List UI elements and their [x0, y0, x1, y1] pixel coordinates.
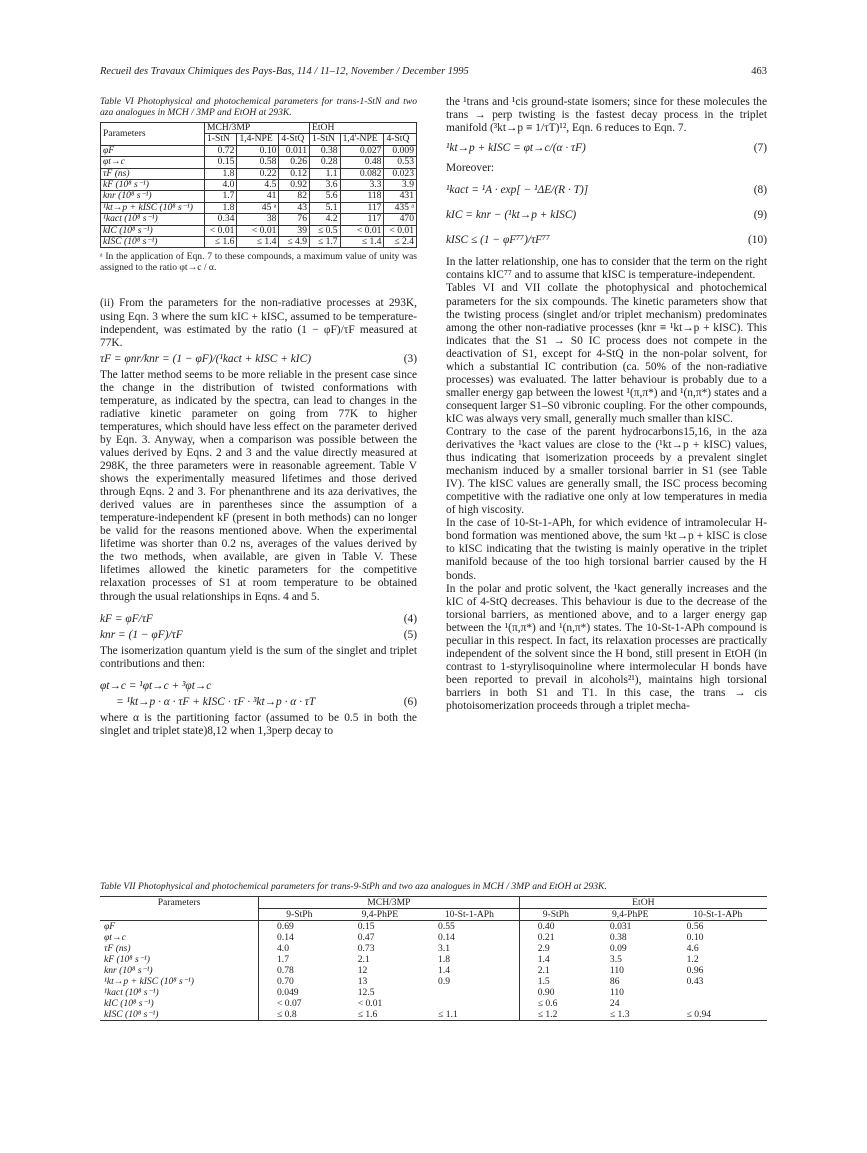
value-cell: 0.72 [205, 145, 237, 156]
value-cell: 0.38 [310, 145, 341, 156]
value-cell: 0.56 [686, 921, 704, 932]
equation-7 [446, 142, 767, 155]
value-cell: 431 [384, 191, 417, 202]
value-cell: 0.78 [277, 965, 294, 976]
value-cell: 0.10 [237, 145, 279, 156]
value-cell: < 0.01 [205, 225, 237, 236]
table-row [100, 932, 767, 943]
table-row [100, 965, 767, 976]
table6-solvent1: MCH/3MP [205, 123, 310, 134]
value-cell: 4.6 [686, 943, 699, 954]
value-cell: 0.14 [420, 932, 519, 943]
equation-text: kIC = knr − (¹kt→p + kISC) [446, 209, 577, 222]
paragraph: In the polar and protic solvent, the ¹kact generally increases and the kIC of 4-StQ decreases. This behaviour is due to the decrease of the torsional barriers, as mentioned above, and to a larger energy gap between the ¹(π,π*) and ¹(n,π*) states. The 10-St-1-APh compound is peculiar in this respect. In fact, its relaxation processes are practically independent of the solvent since the H bond, still present in EtOH (in contrast to 1-styrylisoquinoline where intermolecular H bonds have been reported to prevail in alcohols²¹), maintains high torsional barriers in both S1 and T1. In this case, the trans → cis photoisomerization proceeds through a triplet mecha- [446, 582, 767, 712]
value-cell: ≤ 1.3 [592, 1009, 669, 1021]
paragraph: Contrary to the case of the parent hydrocarbons15,16, in the aza derivatives the ¹kact values are close to the (¹kt→p + kISC) values, thus indicating that isomerization proceeds by a prevalent singlet mechanism induced by a smaller torsional barrier in S1 (see Table IV). The kISC values are generally small, the ISC process becoming competitive with the radiative one only at low temperatures in media of high viscosity. [446, 425, 767, 517]
param-cell: kIC (10⁸ s⁻¹) [100, 998, 259, 1009]
value-cell: ≤ 2.4 [384, 237, 417, 248]
equation-9 [446, 209, 767, 222]
value-cell: 76 [279, 214, 310, 225]
left-column [100, 96, 417, 738]
value-cell: 24 [609, 998, 620, 1009]
param-cell: τF (ns) [100, 943, 259, 954]
equation-6a [100, 680, 417, 693]
table6 [100, 122, 417, 248]
table7-caption: Table VII Photophysical and photochemical parameters for trans-9-StPh and two aza analogues in MCH / 3MP and EtOH at 293K. [100, 881, 607, 892]
value-cell: 0.14 [277, 932, 294, 943]
table7-compound: 9-StPh [259, 909, 340, 921]
value-cell: 2.9 [537, 943, 550, 954]
value-cell: 0.58 [237, 157, 279, 168]
value-cell: 0.21 [537, 932, 555, 943]
value-cell: 0.22 [237, 168, 279, 179]
paragraph: (ii) From the parameters for the non-radiative processes at 293K, using Eqn. 3 where the sum kIC + kISC, assumed to be temperature-independent, was estimated by the ratio (1 − φF)/τF measured at 77K. [100, 297, 417, 349]
equation-4 [100, 613, 417, 626]
value-cell: ≤ 0.94 [669, 1009, 767, 1021]
param-cell: φt→c [101, 157, 205, 168]
value-cell: 110 [609, 987, 624, 998]
value-cell: 0.90 [537, 987, 555, 998]
equation-10 [446, 234, 767, 247]
value-cell: ≤ 0.8 [259, 1009, 340, 1021]
value-cell: ≤ 0.5 [310, 225, 341, 236]
param-cell: kISC (10⁸ s⁻¹) [100, 1009, 259, 1021]
value-cell: 82 [279, 191, 310, 202]
value-cell: 0.011 [279, 145, 310, 156]
param-cell: kIC (10⁸ s⁻¹) [101, 225, 205, 236]
param-cell: knr (10⁸ s⁻¹) [100, 965, 259, 976]
table6-param-header: Parameters [101, 123, 205, 146]
value-cell [669, 998, 767, 1009]
value-cell: ≤ 1.2 [519, 1009, 592, 1021]
value-cell: 0.082 [340, 168, 384, 179]
table6-caption: Table VI Photophysical and photochemical parameters for trans-1-StN and two aza analogues in MCH / 3MP and EtOH at 293K. [100, 96, 417, 118]
value-cell: 0.34 [205, 214, 237, 225]
param-cell: ¹kact (10⁸ s⁻¹) [100, 987, 259, 998]
table7-param-header: Parameters [100, 897, 259, 921]
table-row [100, 921, 767, 933]
value-cell: 0.9 [420, 976, 519, 987]
value-cell: 3.3 [340, 180, 384, 191]
value-cell: 4.0 [205, 180, 237, 191]
page-number: 463 [751, 66, 767, 77]
table-row [101, 145, 417, 156]
value-cell [420, 998, 519, 1009]
param-cell: kF (10⁸ s⁻¹) [101, 180, 205, 191]
param-cell: ¹kt→p + kISC (10⁸ s⁻¹) [101, 202, 205, 213]
value-cell: ≤ 1.6 [340, 1009, 420, 1021]
param-cell: τF (ns) [101, 168, 205, 179]
value-cell: 12 [357, 965, 368, 976]
value-cell: 1.4 [420, 965, 519, 976]
value-cell: 5.1 [310, 202, 341, 213]
table7-compound: 9-StPh [519, 909, 592, 921]
equation-text: knr = (1 − φF)/τF [100, 628, 183, 641]
value-cell: ≤ 0.6 [537, 998, 558, 1009]
value-cell: ≤ 1.4 [340, 237, 384, 248]
equation-number: (10) [748, 234, 767, 247]
param-cell: φF [100, 921, 259, 933]
paragraph: The isomerization quantum yield is the sum of the singlet and triplet contributions and then: [100, 644, 417, 670]
value-cell: 1.1 [310, 168, 341, 179]
value-cell: 1.8 [205, 168, 237, 179]
value-cell: 0.38 [609, 932, 627, 943]
param-cell: ¹kt→p + kISC (10⁸ s⁻¹) [100, 976, 259, 987]
value-cell: 39 [279, 225, 310, 236]
value-cell: 118 [340, 191, 384, 202]
value-cell: 0.96 [686, 965, 704, 976]
value-cell: 3.9 [384, 180, 417, 191]
paragraph: In the latter relationship, one has to consider that the term on the right contains kIC⁷⁷ and to assume that kISC is temperature-independent. [446, 256, 767, 282]
table-row [100, 1009, 767, 1021]
running-header [100, 66, 767, 77]
equation-text: = ¹kt→p · α · τF + kISC · τF · ³kt→p · α · τT [116, 695, 316, 708]
paragraph: The latter method seems to be more reliable in the present case since the change in the distribution of twisted conformations with temperature, as indicated by the spectra, can lead to changes in the radiative kinetic parameter on going from 77K to higher temperatures, which should have less effect on the parameter derived by Eqn. 3. Anyway, when a comparison was possible between the values derived by Eqns. 2 and 3 and the value directly measured at 298K, the three parameters were in reasonable agreement. Table V shows the experimentally measured lifetimes and those derived through Eqns. 2 and 3. For phenanthrene and its aza derivatives, the derived values are in parentheses since the assumption of a temperature-independent kF (present in both methods) can no longer be valid for the reasons mentioned above. When the experimental lifetime was shorter than 0.2 ns, averages of the values derived by the two methods, when available, are given in Table V. These lifetimes allowed the kinetic parameters for the competitive relaxation processes of S1 at room temperature to be obtained through the usual relationships in Eqns. 4 and 5. [100, 368, 417, 603]
table6-solvent2: EtOH [310, 123, 417, 134]
value-cell: < 0.01 [340, 225, 384, 236]
value-cell: 0.027 [340, 145, 384, 156]
value-cell: 3.5 [609, 954, 622, 965]
table-row [101, 214, 417, 225]
table-row [100, 954, 767, 965]
value-cell: 0.43 [686, 976, 704, 987]
value-cell: ≤ 1.4 [237, 237, 279, 248]
value-cell: 1.2 [686, 954, 699, 965]
paragraph: Moreover: [446, 162, 495, 175]
value-cell: 0.009 [384, 145, 417, 156]
value-cell: < 0.01 [357, 998, 383, 1009]
paragraph: the ¹trans and ¹cis ground-state isomers; since for these molecules the trans → perp twisting is the fastest decay process in the triplet manifold (³kt→p ≡ 1/τT)¹², Eqn. 6 reduces to Eqn. 7. [446, 96, 767, 135]
equation-text: ¹kt→p + kISC = φt→c/(α · τF) [446, 142, 586, 155]
value-cell [669, 987, 767, 998]
value-cell: 0.28 [310, 157, 341, 168]
value-cell: 0.049 [277, 987, 299, 998]
table-row [101, 225, 417, 236]
value-cell: 0.023 [384, 168, 417, 179]
value-cell: 0.47 [357, 932, 375, 943]
equation-text: τF = φnr/knr = (1 − φF)/(¹kact + kISC + kIC) [100, 352, 311, 365]
param-cell: kISC (10⁸ s⁻¹) [101, 237, 205, 248]
table-row [100, 987, 767, 998]
value-cell: 13 [357, 976, 368, 987]
equation-number: (6) [403, 695, 417, 708]
equation-8 [446, 184, 767, 197]
equation-number: (3) [403, 352, 417, 365]
value-cell: 435 ᵃ [384, 202, 417, 213]
value-cell: 0.69 [277, 921, 294, 932]
value-cell: 4.5 [237, 180, 279, 191]
value-cell: 43 [279, 202, 310, 213]
value-cell: 2.1 [537, 965, 550, 976]
param-cell: φF [101, 145, 205, 156]
table6-compound: 1-StN [310, 134, 341, 145]
table-row [100, 943, 767, 954]
value-cell: 2.1 [357, 954, 370, 965]
value-cell: 0.53 [384, 157, 417, 168]
value-cell: < 0.01 [237, 225, 279, 236]
journal-title: Recueil des Travaux Chimiques des Pays-Bas, 114 / 11–12, November / December 1995 [100, 66, 469, 77]
table6-footnote: ᵃ In the application of Eqn. 7 to these compounds, a maximum value of unity was assigned to the ratio φt→c / α. [100, 251, 417, 274]
value-cell: 4.0 [277, 943, 289, 954]
value-cell: 1.8 [205, 202, 237, 213]
table-row [101, 237, 417, 248]
value-cell: 117 [340, 214, 384, 225]
table6-compound: 1-StN [205, 134, 237, 145]
equation-3 [100, 353, 417, 366]
equation-number: (5) [403, 628, 417, 641]
table7-solvent2: EtOH [519, 897, 767, 909]
value-cell: 5.6 [310, 191, 341, 202]
table-row [101, 202, 417, 213]
value-cell: 117 [340, 202, 384, 213]
value-cell: < 0.07 [277, 998, 302, 1009]
value-cell: 1.8 [420, 954, 519, 965]
table-row [101, 191, 417, 202]
value-cell: ≤ 1.6 [205, 237, 237, 248]
value-cell: 0.26 [279, 157, 310, 168]
value-cell: 0.55 [420, 921, 519, 933]
equation-number: (4) [403, 612, 417, 625]
table6-compound: 1,4'-NPE [340, 134, 384, 145]
value-cell [420, 987, 519, 998]
value-cell: 0.15 [357, 921, 375, 932]
table6-compound: 4-StQ [384, 134, 417, 145]
param-cell: knr (10⁸ s⁻¹) [101, 191, 205, 202]
equation-text: φt→c = ¹φt→c + ³φt→c [100, 679, 212, 692]
table7-compound: 10-St-1-APh [669, 909, 767, 921]
value-cell: 0.15 [205, 157, 237, 168]
table-row [101, 180, 417, 191]
equation-number: (7) [753, 142, 767, 155]
value-cell: 0.031 [609, 921, 632, 932]
equation-number: (9) [753, 209, 767, 222]
value-cell: 0.10 [686, 932, 704, 943]
equation-5 [100, 629, 417, 642]
value-cell: 110 [609, 965, 624, 976]
value-cell: 0.70 [277, 976, 294, 987]
value-cell: 38 [237, 214, 279, 225]
value-cell: 0.48 [340, 157, 384, 168]
table7-compound: 9,4-PhPE [592, 909, 669, 921]
param-cell: φt→c [100, 932, 259, 943]
equation-text: kF = φF/τF [100, 612, 153, 625]
table7-solvent1: MCH/3MP [259, 897, 520, 909]
value-cell: 0.40 [537, 921, 555, 932]
table7-compound: 9,4-PhPE [340, 909, 420, 921]
value-cell: 1.4 [537, 954, 550, 965]
value-cell: 86 [609, 976, 620, 987]
right-column [446, 96, 767, 713]
paragraph: Tables VI and VII collate the photophysical and photochemical parameters for the six compounds. The kinetic parameters show that the twisting process (singlet and/or triplet mechanism) predominates among the other non-radiative processes (knr ≡ ¹kt→p + kISC). This indicates that the S1 → S0 IC process does not compete in the deactivation of S1, except for 4-StQ in the non-polar solvent, for which a substantial IC contribution (ca. 50% of the non-radiative processes) was evaluated. The latter behaviour is probably due to a smaller energy gap between the lowest ¹(π,π*) and ¹(n,π*) states and a consequent larger S1–S0 vibronic coupling. For the other compounds, kIC was always very small, generally much smaller than kISC. [446, 282, 767, 425]
table-row [100, 998, 767, 1009]
value-cell: 3.6 [310, 180, 341, 191]
value-cell: < 0.01 [384, 225, 417, 236]
table7 [100, 896, 767, 1021]
param-cell: ¹kact (10⁸ s⁻¹) [101, 214, 205, 225]
value-cell: 0.92 [279, 180, 310, 191]
value-cell: 470 [384, 214, 417, 225]
value-cell: ≤ 4.9 [279, 237, 310, 248]
param-cell: kF (10⁸ s⁻¹) [100, 954, 259, 965]
value-cell: 0.73 [357, 943, 375, 954]
equation-6 [100, 696, 417, 709]
value-cell: 3.1 [420, 943, 519, 954]
table-row [101, 157, 417, 168]
value-cell: 1.7 [277, 954, 289, 965]
value-cell: ≤ 1.1 [420, 1009, 519, 1021]
value-cell: 1.7 [205, 191, 237, 202]
value-cell: 41 [237, 191, 279, 202]
table-row [100, 976, 767, 987]
equation-text: ¹kact = ¹A · exp[ − ¹ΔE/(R · T)] [446, 184, 589, 197]
value-cell: 4.2 [310, 214, 341, 225]
table-row [101, 168, 417, 179]
equation-number: (8) [753, 184, 767, 197]
value-cell: 1.5 [537, 976, 550, 987]
table6-compound: 1,4-NPE [237, 134, 279, 145]
table6-compound: 4-StQ [279, 134, 310, 145]
table7-compound: 10-St-1-APh [420, 909, 519, 921]
equation-text: kISC ≤ (1 − φF⁷⁷)/τF⁷⁷ [446, 234, 551, 247]
value-cell: 0.09 [609, 943, 627, 954]
value-cell: 45 ᵃ [237, 202, 279, 213]
value-cell: ≤ 1.7 [310, 237, 341, 248]
paragraph: where α is the partitioning factor (assumed to be 0.5 in both the singlet and triplet state)8,12 when 1,3perp decay to [100, 711, 417, 737]
value-cell: 12.5 [357, 987, 375, 998]
value-cell: 0.12 [279, 168, 310, 179]
paragraph: In the case of 10-St-1-APh, for which evidence of intramolecular H-bond formation was mentioned above, the sum ¹kt→p + kISC is close to kISC indicating that the twisting is mainly operative in the triplet manifold because of the too high torsional barrier caused by the H bonds. [446, 517, 767, 582]
